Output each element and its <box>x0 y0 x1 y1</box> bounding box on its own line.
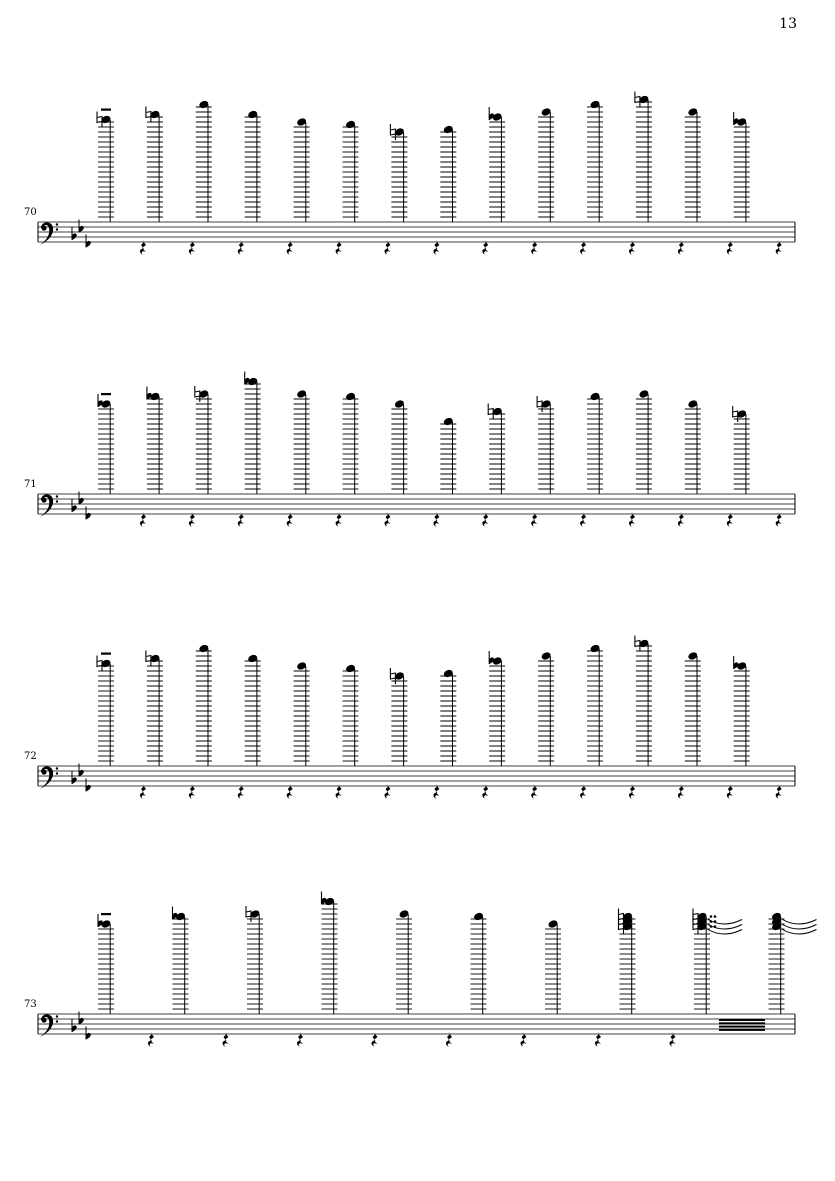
note-event <box>146 651 195 800</box>
note-event <box>734 112 782 255</box>
note-event <box>489 107 537 255</box>
note-event <box>440 125 488 255</box>
tie <box>708 920 742 925</box>
key-signature-flat-bowl <box>72 777 77 784</box>
natural-accidental <box>195 386 200 402</box>
note-event <box>147 387 195 528</box>
natural-accidental <box>97 656 102 672</box>
natural-accidental <box>146 651 151 667</box>
note-event <box>98 913 154 1047</box>
note-event <box>685 399 733 527</box>
natural-accidental <box>635 636 640 652</box>
augmentation-dot <box>710 915 713 918</box>
note-event <box>537 396 586 527</box>
note-event <box>440 417 488 527</box>
natural-accidental <box>246 906 251 922</box>
bass-clef-dot-lower <box>56 228 58 230</box>
note-event <box>245 654 293 799</box>
system-70 <box>24 92 795 256</box>
note-event <box>587 392 635 527</box>
augmentation-dot <box>714 915 717 918</box>
systems-layer <box>24 92 817 1048</box>
note-event <box>396 909 452 1047</box>
bass-clef-dot-upper <box>56 223 58 225</box>
natural-accidental <box>390 668 395 684</box>
natural-accidental <box>693 909 698 925</box>
tremolo-beam <box>719 1029 765 1031</box>
system-73 <box>24 892 817 1048</box>
bass-clef-dot-upper <box>56 495 58 497</box>
note-event <box>391 399 439 527</box>
tremolo-beam <box>719 1019 765 1021</box>
note-event <box>343 120 391 255</box>
whole-rest <box>101 109 111 111</box>
note-event <box>538 651 586 799</box>
note-event <box>173 907 229 1048</box>
tie <box>708 925 742 930</box>
note-event <box>245 110 293 255</box>
bass-clef-dot-lower <box>56 1020 58 1022</box>
natural-accidental <box>390 124 395 140</box>
note-event <box>635 92 684 256</box>
note-event <box>488 404 537 528</box>
note-event <box>693 909 742 1015</box>
measure-number: 70 <box>24 207 37 218</box>
natural-accidental <box>146 107 151 123</box>
natural-accidental <box>619 914 624 930</box>
natural-accidental <box>97 112 102 128</box>
system-72 <box>24 636 795 800</box>
note-event <box>769 912 817 1014</box>
bass-clef-dot <box>41 769 46 774</box>
tie <box>783 930 817 935</box>
note-event <box>195 386 244 527</box>
note-event <box>294 117 342 255</box>
note-event <box>619 909 676 1048</box>
note-event <box>343 392 391 527</box>
tremolo-beam <box>719 1022 765 1024</box>
natural-accidental <box>693 914 698 930</box>
tie <box>783 920 817 925</box>
whole-rest <box>101 393 111 395</box>
tie <box>708 930 742 935</box>
bass-clef-dot <box>41 225 46 230</box>
key-signature-flat-bowl <box>72 233 77 240</box>
measure-number: 72 <box>24 751 37 762</box>
natural-accidental <box>693 919 698 935</box>
note-event <box>635 636 684 800</box>
note-event <box>685 651 733 799</box>
note-event <box>538 107 586 255</box>
note-event <box>246 906 303 1047</box>
natural-accidental <box>733 406 738 422</box>
note-event <box>390 124 439 255</box>
tremolo-beam <box>719 1026 765 1028</box>
note-event <box>734 656 782 799</box>
system-71 <box>24 372 795 528</box>
bass-clef-dot-upper <box>56 767 58 769</box>
whole-rest <box>101 913 111 915</box>
whole-rest <box>101 653 111 655</box>
natural-accidental <box>537 396 542 412</box>
natural-accidental <box>488 404 493 420</box>
bass-clef-dot-upper <box>56 1015 58 1017</box>
natural-accidental <box>619 909 624 925</box>
page-number: 13 <box>779 16 797 32</box>
natural-accidental <box>635 92 640 108</box>
note-event <box>97 109 146 256</box>
note-event <box>146 107 195 256</box>
note-event <box>98 393 146 527</box>
note-event <box>489 651 537 799</box>
note-event <box>294 389 342 527</box>
key-signature-flat-bowl <box>72 505 77 512</box>
note-event <box>294 661 342 799</box>
note-event <box>390 668 439 799</box>
note-event <box>636 389 684 527</box>
note-event <box>685 107 733 255</box>
key-signature-flat-bowl <box>72 1025 77 1032</box>
note-event <box>545 919 601 1047</box>
note-event <box>343 664 391 799</box>
bass-clef-dot-lower <box>56 772 58 774</box>
note-event <box>471 912 527 1047</box>
measure-number: 71 <box>24 479 37 490</box>
natural-accidental <box>619 919 624 935</box>
note-event <box>440 669 488 799</box>
bass-clef-dot <box>41 1017 46 1022</box>
bass-clef-dot <box>41 497 46 502</box>
bass-clef-dot-lower <box>56 500 58 502</box>
measure-number: 73 <box>24 999 37 1010</box>
note-event <box>97 653 146 800</box>
tie <box>783 925 817 930</box>
